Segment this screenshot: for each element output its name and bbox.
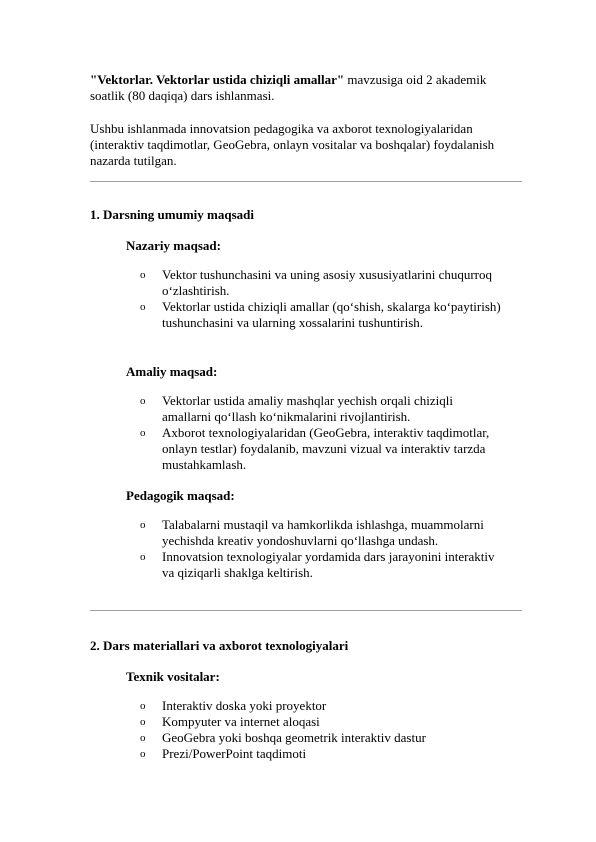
pedagogik-heading: Pedagogik maqsad: — [126, 488, 235, 503]
list-item: o Prezi/PowerPoint taqdimoti — [140, 746, 307, 761]
bullet-marker: o — [140, 700, 146, 712]
nazariy-list — [140, 267, 502, 331]
amaliy-list — [140, 393, 502, 473]
list-item: o Vektor tushunchasini va uning asosiy xususiyatlarini chuqurroq o‘zlashtirish. — [140, 267, 493, 298]
section1-heading: 1. Darsning umumiy maqsadi — [90, 207, 254, 222]
section2-heading: 2. Dars materiallari va axborot texnologiyalari — [90, 638, 349, 653]
nazariy-heading: Nazariy maqsad: — [126, 238, 221, 253]
list-item: o Interaktiv doska yoki proyektor — [140, 698, 327, 713]
texnik-list — [140, 698, 502, 762]
bullet-marker: o — [140, 716, 146, 728]
list-item: o Innovatsion texnologiyalar yordamida dars jarayonini interaktiv va qiziqarli shaklga keltirish. — [140, 549, 495, 580]
list-item: o Vektorlar ustida amaliy mashqlar yechish orqali chiziqli amallarni qo‘llash ko‘nikmalarini rivojlantirish. — [140, 393, 453, 424]
list-item: o Talabalarni mustaqil va hamkorlikda ishlashga, muammolarni yechishda kreativ yondoshuvlarni qo‘llashga undash. — [140, 517, 484, 548]
list-item: o Vektorlar ustida chiziqli amallar (qo‘shish, skalarga ko‘paytirish) tushunchasini va ularning xossalarini tushuntirish. — [140, 299, 501, 330]
description-paragraph: Ushbu ishlanmada innovatsion pedagogika va axborot texnologiyalaridan (interaktiv taqdimotlar, GeoGebra, onlayn vositalar va boshqalar) foydalanish nazarda tutilgan. — [90, 121, 495, 168]
list-item: o Axborot texnologiyalaridan (GeoGebra, interaktiv taqdimotlar, onlayn testlar) foydalanib, mavzuni vizual va interaktiv tarzda mustahkamlash. — [140, 425, 490, 472]
texnik-heading: Texnik vositalar: — [126, 669, 220, 684]
horizontal-divider — [90, 610, 522, 611]
lesson-title: "Vektorlar. Vektorlar ustida chiziqli amallar" — [90, 72, 345, 87]
bullet-marker: o — [140, 519, 146, 531]
list-item: o Kompyuter va internet aloqasi — [140, 714, 320, 729]
bullet-marker: o — [140, 395, 146, 407]
list-item: o GeoGebra yoki boshqa geometrik interaktiv dastur — [140, 730, 426, 745]
amaliy-heading: Amaliy maqsad: — [126, 364, 218, 379]
bullet-marker: o — [140, 269, 146, 281]
intro-paragraph — [90, 72, 522, 104]
bullet-marker: o — [140, 301, 146, 313]
bullet-marker: o — [140, 732, 146, 744]
lesson-title-rest: mavzusiga oid 2 akademik soatlik (80 daqiqa) dars ishlanmasi. — [90, 72, 487, 103]
horizontal-divider — [90, 181, 522, 182]
bullet-marker: o — [140, 748, 146, 760]
bullet-marker: o — [140, 551, 146, 563]
bullet-marker: o — [140, 427, 146, 439]
pedagogik-list — [140, 517, 502, 581]
